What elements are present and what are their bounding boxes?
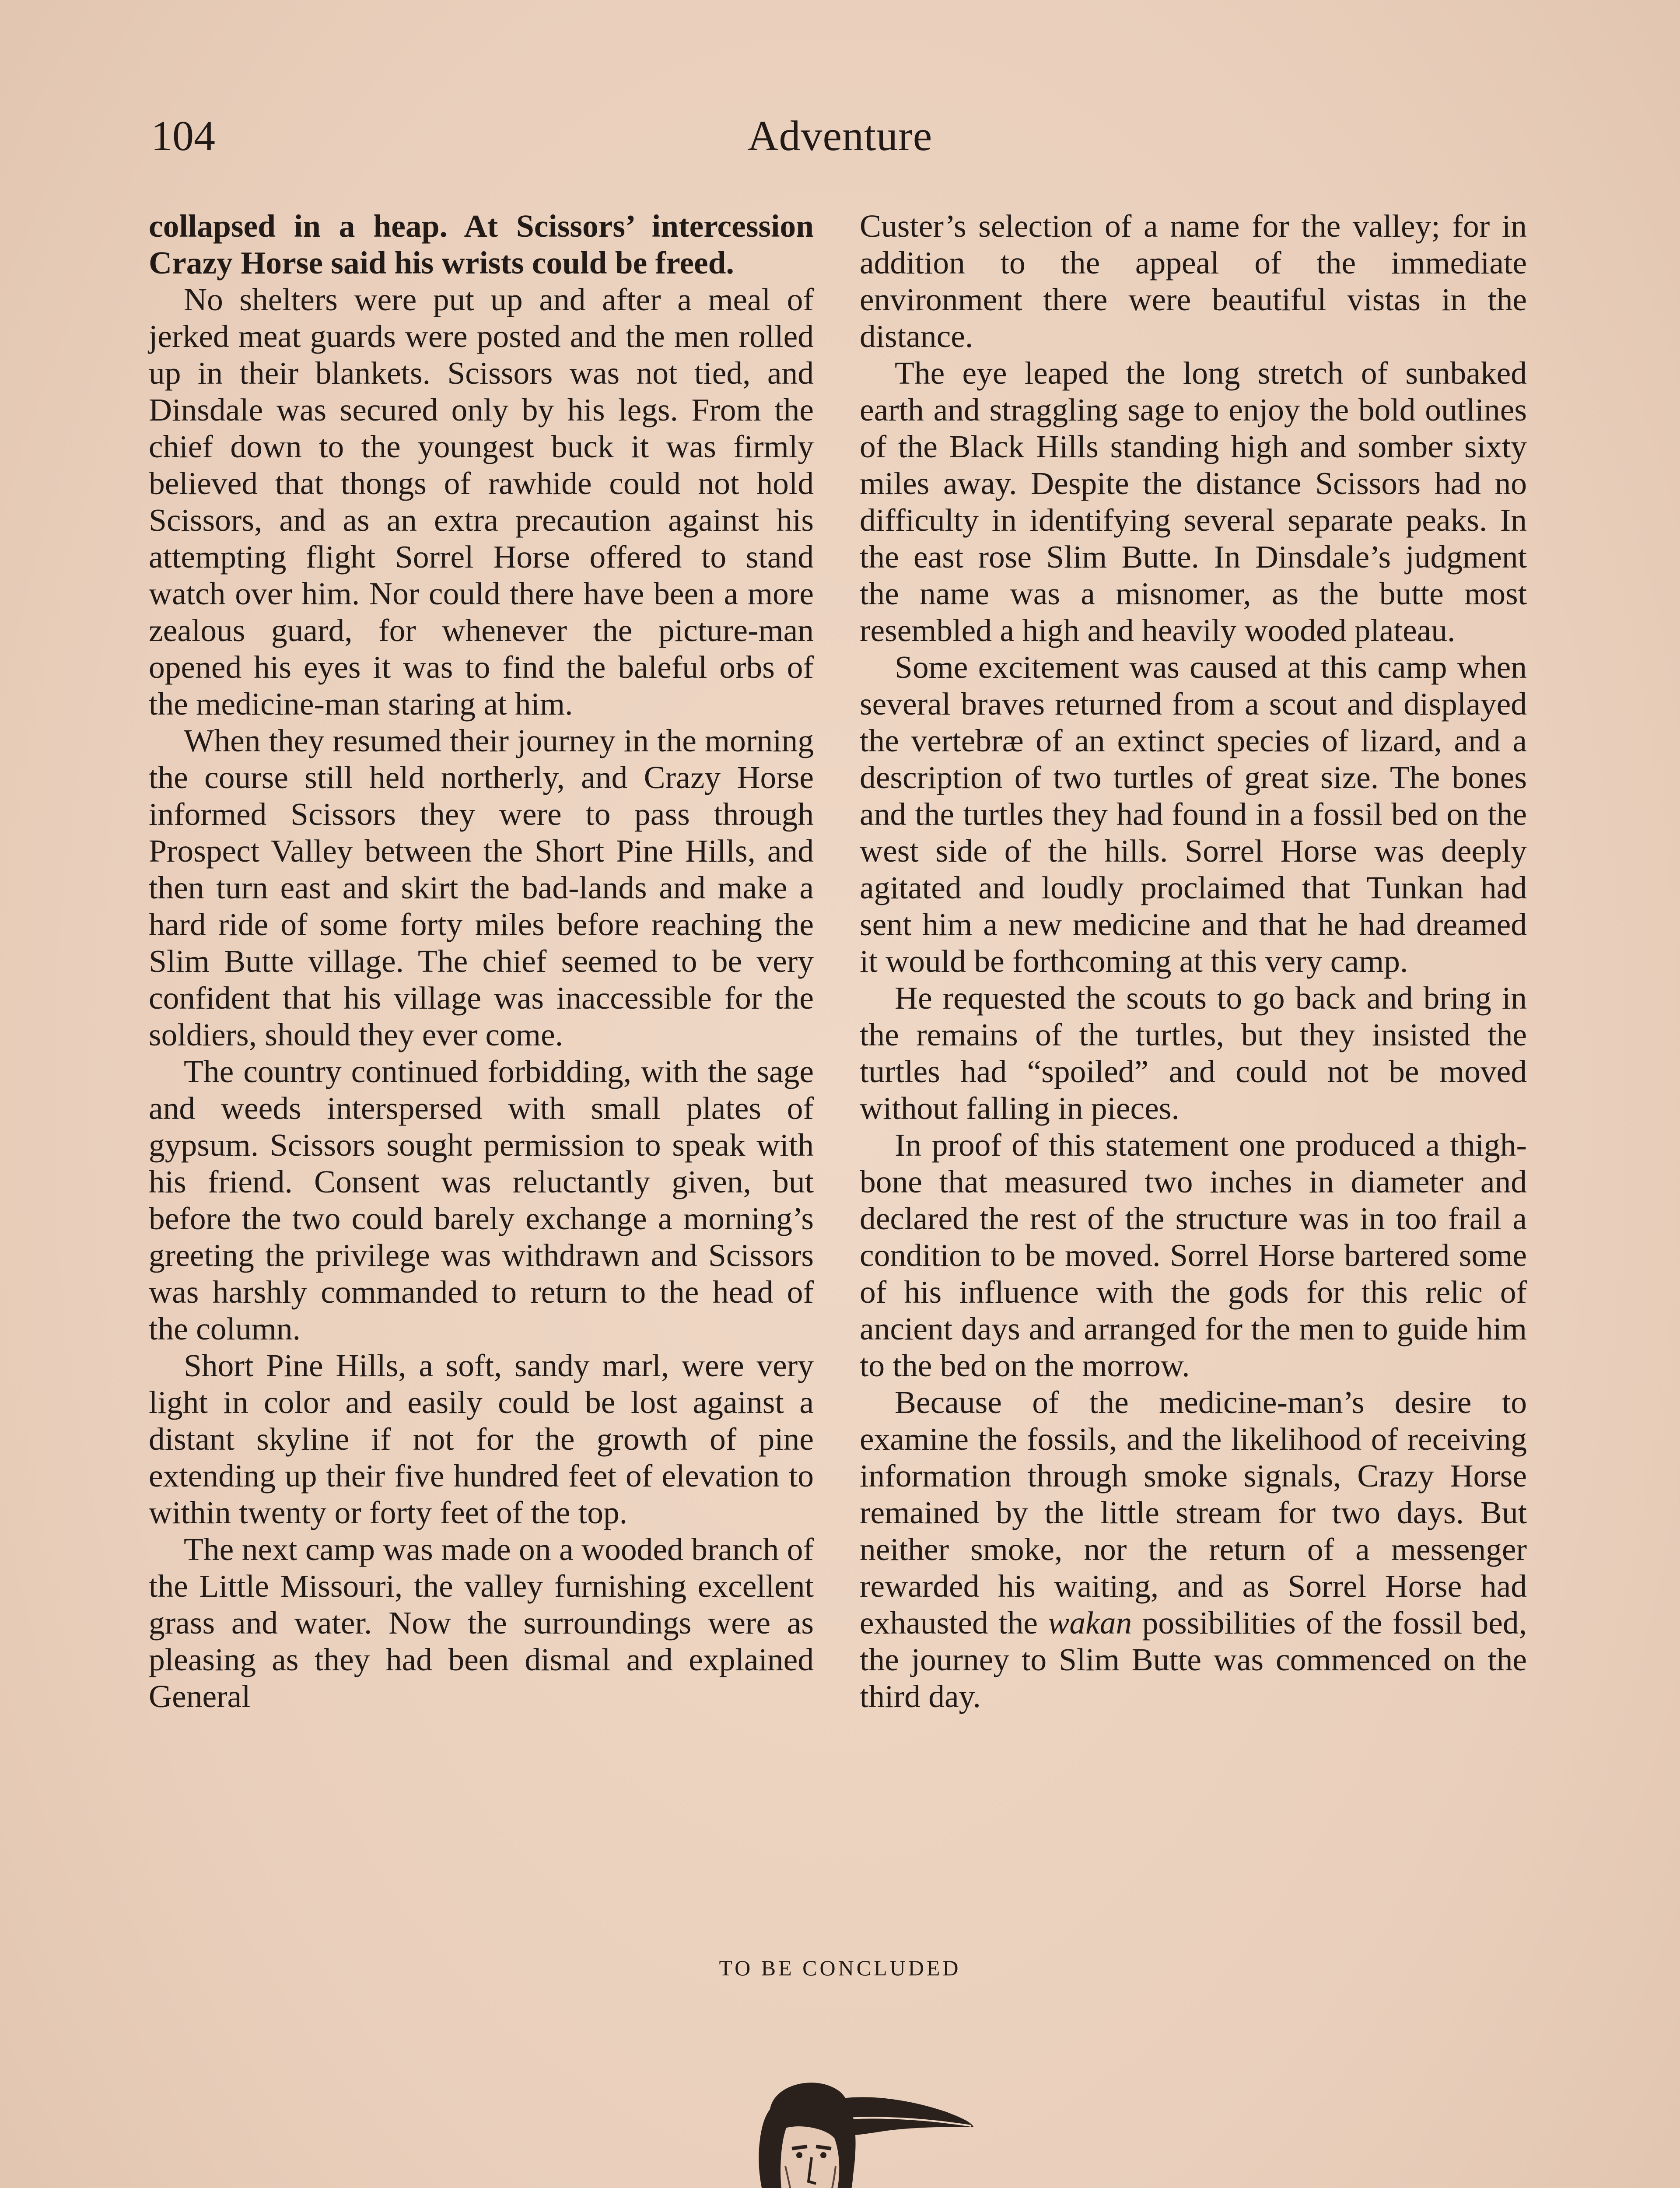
paragraph-text: Because of the medicine-man’s desire to examine the fossils, and the likelihood of receiving information through smoke signals, Crazy Horse remained by the little stream for two days. But neither smoke, nor the return of a messenger rewarded his waiting, and as Sorrel Horse had exhausted the <box>860 1385 1527 1641</box>
paragraph: In proof of this statement one produced a thigh-bone that measured two inches in diameter and declared the rest of the structure was in too frail a condition to be moved. Sorrel Horse bartered some of his influence with the gods for this relic of ancient days and arranged for the men to guide him to the bed on the morrow. <box>860 1127 1527 1383</box>
paragraph: When they resumed their journey in the morning the course still held northerly, and Crazy Horse informed Scissors they were to pass through Prospect Valley between the Short Pine Hills, and then turn east and skirt the bad-lands and make a hard ride of some forty miles before reaching the Slim Butte village. The chief seemed to be very confident that his village was inaccessible for the soldiers, should they ever come. <box>149 723 814 1052</box>
paragraph: The country continued forbidding, with the sage and weeds interspersed with small plates of gypsum. Scissors sought permission to speak with his friend. Consent was reluctantly given, but before the two could barely exchange a morning’s greeting the privilege was withdrawn and Scissors was harshly commanded to return to the head of the column. <box>149 1054 814 1346</box>
native-head-illustration <box>709 2061 980 2188</box>
italic-word: wakan <box>1048 1605 1132 1641</box>
paragraph: He requested the scouts to go back and bring in the remains of the turtles, but they insisted the turtles had “spoiled” and could not be moved without falling in pieces. <box>860 980 1527 1126</box>
paragraph: Some excitement was caused at this camp when several braves returned from a scout and displayed the vertebræ of an extinct species of lizard, and a description of two turtles of great size. The bones and the turtles they had found in a fossil bed on the west side of the hills. Sorrel Horse was deeply agitated and loudly proclaimed that Tunkan had sent him a new medicine and that he had dreamed it would be forthcoming at this very camp. <box>860 649 1527 979</box>
paragraph: The next camp was made on a wooded branch of the Little Missouri, the valley furnishing excellent grass and water. Now the surroundings were as pleasing as they had been dismal and explained General <box>149 1532 814 1714</box>
paragraph: No shelters were put up and after a meal of jerked meat guards were posted and the men rolled up in their blankets. Scissors was not tied, and Dinsdale was secured only by his legs. From the chief down to the youngest buck it was firmly believed that thongs of rawhide could not hold Scissors, and as an extra precaution against his attempting flight Sorrel Horse offered to stand watch over him. Nor could there have been a more zealous guard, for whenever the picture-man opened his eyes it was to find the baleful orbs of the medicine-man staring at him. <box>149 282 814 722</box>
page-number: 104 <box>151 112 215 160</box>
running-head-title: Adventure <box>747 112 933 160</box>
right-column <box>860 208 1527 1715</box>
paragraph <box>860 1384 1527 1715</box>
paragraph: Short Pine Hills, a soft, sandy marl, were very light in color and easily could be lost against a distant skyline if not for the growth of pine extending up their five hundred feet of elevation to within twenty or forty feet of the top. <box>149 1348 814 1530</box>
paragraph: Custer’s selection of a name for the valley; for in addition to the appeal of the immediate environment there were beautiful vistas in the distance. <box>860 208 1527 354</box>
paragraph-text: possibilities of the fossil bed, the journey to Slim Butte was commenced on the third day. <box>860 1605 1527 1714</box>
to-be-concluded-note: TO BE CONCLUDED <box>719 1956 961 1980</box>
paragraph: The eye leaped the long stretch of sunbaked earth and straggling sage to enjoy the bold outlines of the Black Hills standing high and somber sixty miles away. Despite the distance Scissors had no difficulty in identifying several separate peaks. In the east rose Slim Butte. In Dinsdale’s judgment the name was a misnomer, as the butte most resembled a high and heavily wooded plateau. <box>860 355 1527 648</box>
paragraph: collapsed in a heap. At Scissors’ intercession Crazy Horse said his wrists could be freed. <box>149 208 814 281</box>
left-column <box>149 208 814 1715</box>
